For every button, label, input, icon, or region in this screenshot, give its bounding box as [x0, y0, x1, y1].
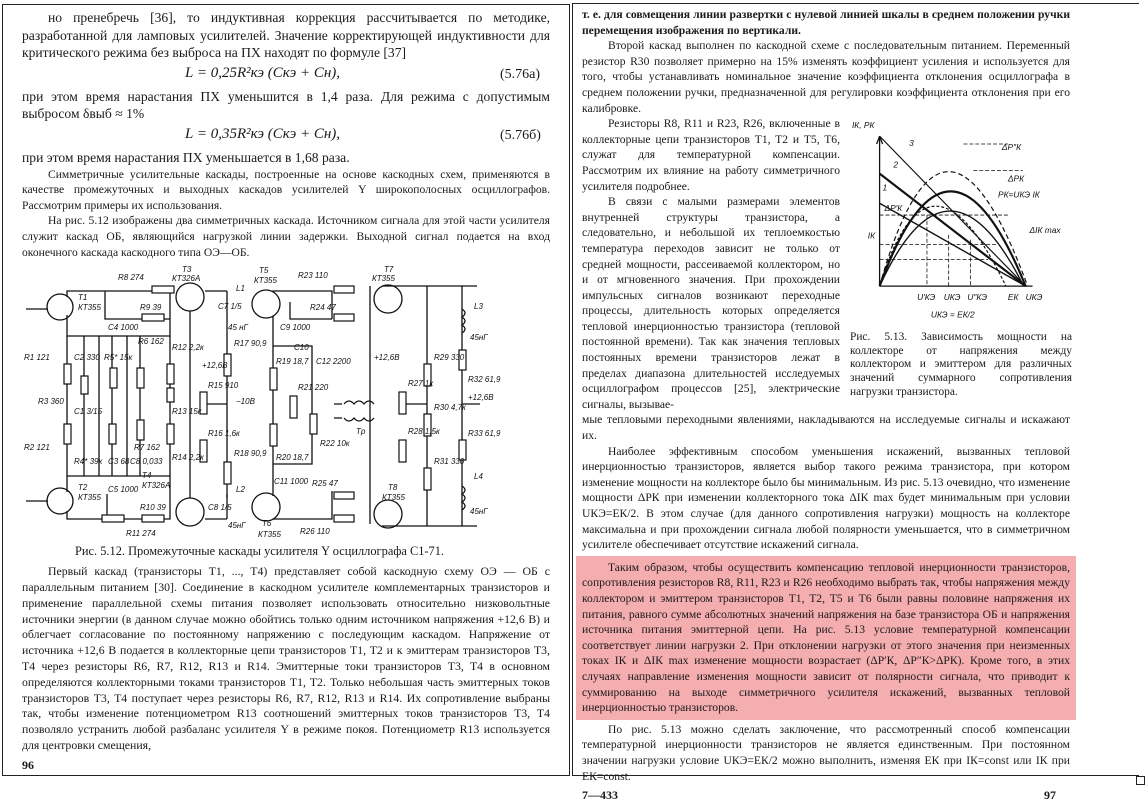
right-para-5: Наиболее эффективным способом уменьшения искажений, вызванных тепловой инерционностью транзисторов, является выбор такого режима транзистора, при котором изменение мощности на коллекторе было бы минимальным. Из рис. 5.13 очевидно, что изменение мощности ΔPК при изменении коллекторного тока ΔIК max будет минимальным при условии UКЭ=EК/2. В этом случае (для данного сопротивления нагрузки) мощность на коллекторе максимальна и при прохождении сигнала любой полярности уменьшается, что в симметричном усилителе обеспечивает отсутствие искажений сигнала.: [582, 444, 1070, 552]
signature-mark: 7—433: [582, 788, 618, 803]
right-page-content: [582, 7, 1070, 803]
graph-curve-2: 2: [893, 159, 899, 170]
label-r15: R15 910: [208, 381, 239, 391]
label-t5-type: КТ355: [254, 276, 277, 286]
label-r33: R33 61,9: [468, 429, 501, 439]
right-para-4-continued: мые тепловыми переходными явлениями, накладываются на исследуемые сигналы и искажают их.: [582, 413, 1070, 443]
right-para-6-highlighted: Таким образом, чтобы осуществить компенсацию тепловой инерционности транзисторов, сопротивления резисторов R8, R11, R23 и R26 необходимо выбрать так, чтобы напряжения между коллектором и эмиттером транзисторов T1, T2, T5 и T6 были равны половине напряжения их питания, равного сумме абсолютных значений напряжения на базе транзистора ОБ и напряжения источника питания эмиттерной цепи. На рис. 5.13 условие температурной компенсации соответствует линии нагрузки 2. При отклонении нагрузки от этого значения при неизменных токах IК и ΔIК max изменение мощности возрастает (ΔP′К, ΔP″К>ΔPК). Кроме того, в этих случаях направление изменения мощности зависит от полярности сигнала, что приводит к суммированию на выходе симметричного усилителя искажений, вызванных тепловой инерционностью транзисторов.: [576, 556, 1076, 720]
label-t6-type: КТ355: [258, 530, 281, 540]
label-r11: R11 274: [126, 529, 156, 539]
label-t1-type: КТ355: [78, 303, 101, 313]
label-t3-type: КТ326А: [172, 274, 201, 284]
label-l3-value: 45нГ: [470, 333, 488, 343]
label-r26: R26 110: [300, 527, 330, 537]
label-l2-value: 45нГ: [228, 521, 246, 531]
graph-label-ek: EК: [1007, 292, 1019, 303]
label-c8b: C8 1/5: [208, 503, 232, 513]
label-supply-3: +12,6В: [468, 393, 494, 403]
label-t8: T8: [388, 483, 398, 493]
label-r7: R7 162: [134, 443, 160, 453]
left-para-4: Симметричные усилительные каскады, построенные на основе каскодных схем, применяются в качестве промежуточных и выходных каскадов усилителей Y широкополосных осциллографов. Рассмотрим примеры их использования.: [22, 167, 550, 212]
left-para-5: На рис. 5.12 изображены два симметричных каскада. Источником сигнала для этой части усилителя служит каскад ОБ, являющийся нагрузкой линии задержки. Выходной сигнал подается на вход оконечного каскада каскодного типа ОЭ—ОБ.: [22, 214, 550, 259]
label-r12: R12 2,2к: [172, 343, 204, 353]
label-r9: R9 39: [140, 303, 162, 313]
graph-label-dp2: ΔP″К: [1001, 142, 1022, 153]
label-c12: C12 2200: [316, 357, 351, 367]
label-r23: R23 110: [298, 271, 328, 281]
formula-row-b: [22, 123, 550, 149]
label-r5: R5* 15к: [104, 353, 133, 363]
label-c1: C1 3/15: [74, 407, 103, 417]
graph-label-u1: U′КЭ: [917, 292, 936, 303]
graph-label-u2: U″КЭ: [967, 292, 988, 303]
circuit-diagram-fig-5-12: [22, 264, 502, 540]
left-para-3: при этом время нарастания ПХ уменьшается в 1,68 раза.: [22, 149, 350, 165]
label-r4: R4* 39к: [74, 457, 103, 467]
graph-label-ik: IК: [867, 230, 876, 241]
graph-curve-1: 1: [882, 182, 888, 193]
label-c5: C5 1000: [108, 485, 139, 495]
label-r8: R8 274: [118, 273, 144, 283]
label-supply-2: +12,6В: [374, 353, 400, 363]
equation-number-a: (5.76а): [500, 66, 541, 82]
label-c9: C9 1000: [280, 323, 311, 333]
label-c7: C7 1/5: [218, 302, 242, 312]
graph-label-u: UКЭ: [943, 292, 961, 303]
label-l3: L3: [474, 302, 483, 312]
figure-5-13-caption: Рис. 5.13. Зависимость мощности на коллекторе от напряжения между коллектором и эмиттером для различных значений суммарного сопротивления нагрузки транзистора.: [850, 331, 1072, 398]
equation-number-b: (5.76б): [500, 127, 541, 143]
label-r17: R17 90,9: [234, 339, 267, 349]
page-number-left: 96: [22, 757, 34, 772]
page-number-right: 97: [1044, 788, 1056, 803]
label-supply-neg: −10В: [236, 397, 255, 407]
label-r25: R25 47: [312, 479, 338, 489]
left-para-6: Первый каскад (транзисторы T1, ..., T4) представляет собой каскодную схему ОЭ — ОБ с параллельным питанием [30]. Соединение в каскодном усилителе комплементарных транзисторов и применение параллельной схемы питания позволяет использовать относительно низковольтные источники энергии (в данном случае можно обойтись только одним источником напряжения +12,6 В) и облегчает согласование по постоянному напряжению с последующим каскадом. Напряжение от источника +12,6 В подается в коллекторные цепи транзисторов T1, T2 и к эмиттерам транзисторов T3, T4 через резисторы R6, R7, R12, R13 и R14. Эмиттерные токи транзисторов T3, T4 в основном определяются коллекторными токами транзисторов T1, T2. Только небольшая часть эмиттерных токов транзисторов T3, T4 поступает через резисторы R6, R7, R12, R13 и R14. Их сопротивление выбраны так, чтобы изменение потенциометром R13 соотношений эмиттерных токов транзисторов T3, T4 позволяло устранить любой разбаланс усилителя Y в режиме покоя. Потенциометр R13 используется для центровки смещения,: [22, 564, 550, 752]
label-supply-1: +12,6В: [202, 361, 228, 371]
label-t4: T4: [142, 471, 152, 481]
label-l4: L4: [474, 472, 483, 482]
corner-handle: [1136, 776, 1145, 785]
label-r6: R6 162: [138, 337, 164, 347]
label-c11: C11 1000: [274, 477, 309, 487]
label-r20: R20 18,7: [276, 453, 309, 463]
label-t2: T2: [78, 483, 88, 493]
label-r22: R22 10к: [320, 439, 350, 449]
label-l1: L1: [236, 284, 245, 294]
label-c8: C8 0,033: [130, 457, 163, 467]
label-r31: R31 330: [434, 457, 465, 467]
label-r14: R14 2,2к: [172, 453, 204, 463]
left-para-1: но пренебречь [36], то индуктивная коррекция рассчитывается по методике, разработанной для ламповых усилителей. Значение корректирующей индуктивности для критического режима без выброса на ПХ находят по формуле [37]: [22, 10, 550, 61]
label-t7: T7: [384, 265, 394, 275]
right-para-1: т. е. для совмещения линии развертки с нулевой линией шкалы в среднем положении ручки перемещения изображения по вертикали.: [582, 8, 1070, 37]
label-c2: C2 330: [74, 353, 100, 363]
figure-5-12-caption: Рис. 5.12. Промежуточные каскады усилителя Y осциллографа С1-71.: [75, 544, 445, 559]
label-t8-type: КТ355: [382, 493, 405, 503]
graph-label-dik-max: ΔIК max: [1029, 224, 1061, 235]
label-r18: R18 90,9: [234, 449, 267, 459]
label-t3: T3: [182, 265, 192, 275]
right-para-4: В связи с малыми размерами элементов внутренней структуры транзистора, а следовательно, и небольшой их теплоемкостью температура переходов зависит не только от средней мощности, рассеиваемой коллектором, но и от мгновенного значения. При прохождении импульсных сигналов возникают переходные процессы, длительность которых определяется тепловой инерционностью транзистора (тепловой постоянной времени). Так как значения тепловых постоянных времени транзисторов лежат в пределах диапазона длительностей исследуемых осциллографом процессов [25], электрические сигналы, вызывае-: [582, 195, 840, 411]
graph-label-condition: UКЭ = EК/2: [930, 309, 975, 320]
label-r30: R30 4,7к: [434, 403, 466, 413]
label-r29: R29 330: [434, 353, 465, 363]
graph-fig-5-13: [850, 116, 1072, 324]
label-r21: R21 220: [298, 383, 329, 393]
label-t5: T5: [259, 266, 269, 276]
figure-5-13: [850, 116, 1072, 399]
graph-label-pk-eq: PК=UКЭ IК: [998, 189, 1040, 200]
label-r3: R3 360: [38, 397, 64, 407]
label-r27: R27 1к: [408, 379, 434, 389]
label-c3: C3 68: [108, 457, 130, 467]
label-t6: T6: [262, 519, 272, 529]
label-t4-type: КТ326А: [142, 481, 171, 491]
label-l1-value: 45 нГ: [228, 323, 248, 333]
page-footer: [582, 788, 1070, 803]
label-r1: R1 121: [24, 353, 50, 363]
left-para-2: при этом время нарастания ПХ уменьшится в 1,4 раза. Для режима с допустимым выбросом δвыб ≈ 1%: [22, 88, 550, 122]
label-c4: C4 1000: [108, 323, 139, 333]
narrow-text-column: [582, 116, 840, 412]
graph-label-dp1: ΔP′К: [884, 203, 903, 214]
label-t2-type: КТ355: [78, 493, 101, 503]
right-para-3: Резисторы R8, R11 и R23, R26, включенные в коллекторные цепи транзисторов T1, T2 и T5, T6, служат для температурной компенсации. Рассмотрим их влияние на работу симметричного усилителя подробнее.: [582, 117, 840, 193]
label-l4-value: 45нГ: [470, 507, 488, 517]
label-t7-type: КТ355: [372, 274, 395, 284]
label-l2: L2: [236, 485, 245, 495]
left-page-content: [22, 9, 550, 773]
right-para-2: Второй каскад выполнен по каскодной схеме с последовательным питанием. Переменный резистор R30 позволяет примерно на 15% изменять коэффициент усиления и используется для того, чтобы устанавливать номинальное значение коэффициента отклонения осциллографа в среднем положении ручки, предназначенной для регулировки коэффициента отклонения при его калибровке.: [582, 39, 1070, 115]
label-r13: R13 15к: [172, 407, 202, 417]
label-r10: R10 39: [140, 503, 166, 513]
label-transformer: Tp: [356, 427, 366, 437]
label-r19: R19 18,7: [276, 357, 309, 367]
graph-curve-3: 3: [909, 138, 914, 149]
label-r28: R28 1,5к: [408, 427, 440, 437]
formula-5-76b: L = 0,35R²кэ (Cкэ + Cн),: [185, 125, 341, 142]
label-r32: R32 61,9: [468, 375, 501, 385]
text-figure-row: [582, 116, 1070, 412]
label-t1: T1: [78, 293, 88, 303]
graph-y-label: IК, PК: [851, 120, 875, 131]
label-c10: C10: [294, 343, 309, 353]
label-r16: R16 1,6к: [208, 429, 240, 439]
formula-row-a: [22, 62, 550, 88]
label-r2: R2 121: [24, 443, 50, 453]
formula-5-76a: L = 0,25R²кэ (Cкэ + Cн),: [185, 64, 341, 81]
label-r24: R24 47: [310, 303, 336, 313]
right-para-7: По рис. 5.13 можно сделать заключение, что рассмотренный способ компенсации температурной инерционности транзисторов не является единственным. При постоянном значении нагрузки условие UКЭ=EК/2 можно выполнить, изменяя EК при IК=const или IК при EК=const.: [582, 722, 1070, 783]
graph-label-dp: ΔPК: [1007, 173, 1025, 184]
graph-label-uke-axis: UКЭ: [1025, 292, 1043, 303]
